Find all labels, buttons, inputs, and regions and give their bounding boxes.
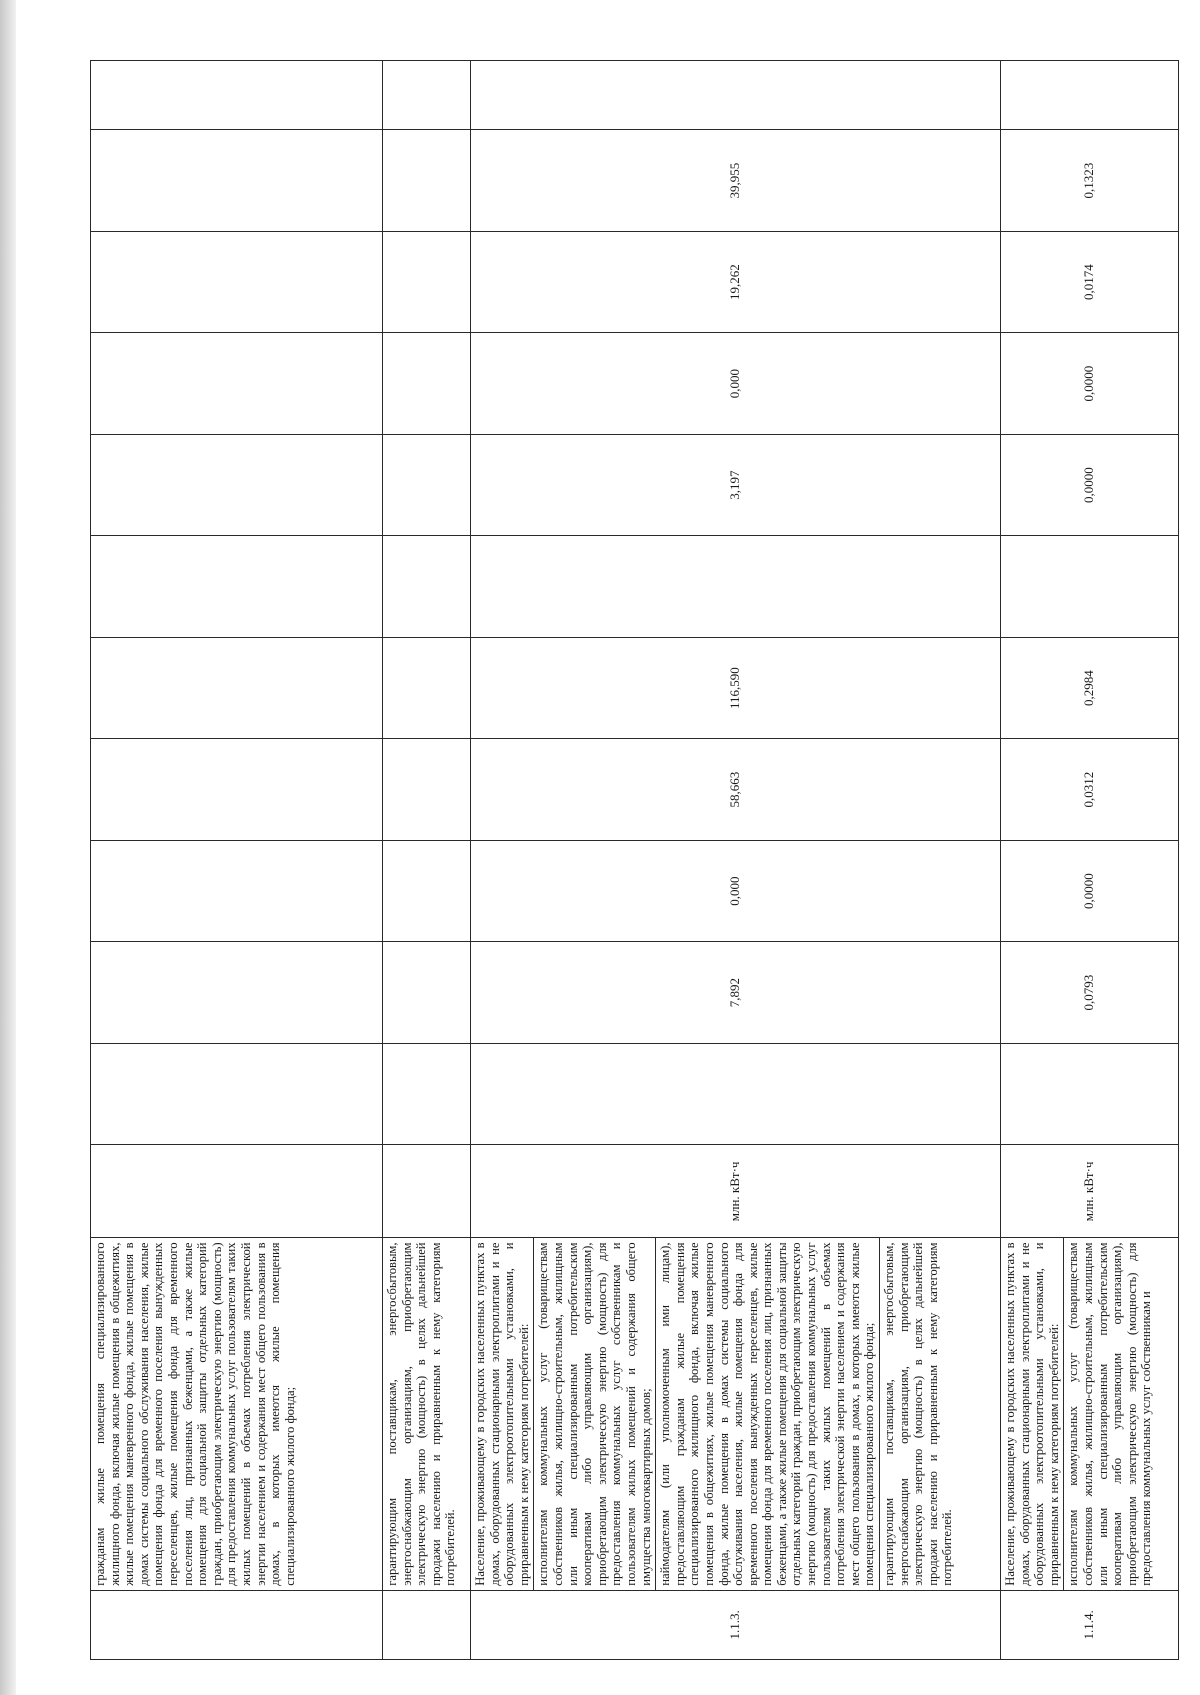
unit-cell: млн. кВт·ч: [471, 1145, 1001, 1238]
value-cell: [91, 637, 383, 739]
table-row: [91, 61, 383, 1660]
value-cell: [91, 434, 383, 536]
value-cell: [383, 739, 471, 841]
row-description-group: [471, 1238, 1001, 1590]
value-cell: 0,1323: [1001, 130, 1179, 232]
rotated-document-page: [90, 60, 1200, 1660]
row-description: исполнителям коммунальных услуг (товариществам собственников жилья, жилищно-строительным, жилищным или иным специализированным потребительским кооперативам либо управляющим организациям), приобретающим электрическую энергию (мощность) для предоставления коммунальных услуг собственникам и: [1066, 1242, 1154, 1586]
value-cell: [383, 130, 471, 232]
row-description: Население, проживающему в городских населенных пунктах в домах, оборудованных стационарными электроплитами и не оборудованных электроотопительными установками, и приравненным к нему категориям потребителей:: [1001, 1238, 1064, 1589]
empty-cell: [91, 61, 383, 130]
value-cell: 39,955: [471, 130, 1001, 232]
value-cell: 0,0312: [1001, 739, 1179, 841]
value-cell: [383, 434, 471, 536]
value-cell: 3,197: [471, 434, 1001, 536]
value-cell: 0,0793: [1001, 942, 1179, 1044]
table-row: [383, 61, 471, 1660]
value-cell: [91, 231, 383, 333]
row-description-group: [1001, 1238, 1179, 1590]
unit-cell: млн. кВт·ч: [1001, 1145, 1179, 1238]
value-cell: 7,892: [471, 942, 1001, 1044]
table-row: [1001, 61, 1179, 1660]
value-cell: [91, 1043, 383, 1145]
value-cell: 0,0174: [1001, 231, 1179, 333]
value-cell: [383, 536, 471, 638]
row-number: 1.1.3.: [471, 1590, 1001, 1659]
value-cell: [91, 130, 383, 232]
value-cell: 0,0000: [1001, 434, 1179, 536]
value-cell: [383, 942, 471, 1044]
row-description: гражданам жилые помещения специализированного жилищного фонда, включая жилые помещения в общежитиях, жилые помещения маневренного фонда, жилые помещения в домах системы социального обслуживания населения, жилые помещения фонда для временного поселения вынужденных переселенцев, жилые помещения фонда для временного поселения лиц, признанных беженцами, а также жилые помещения для социальной защиты отдельных категорий граждан, приобретающим электрическую энергию (мощность) для предоставления коммунальных услуг пользователям таких жилых помещений в объемах потребления электрической энергии населением и содержания мест общего пользования в домах, в которых имеются жилые помещения специализированного жилого фонда;: [91, 1238, 383, 1590]
value-cell: 0,0000: [1001, 333, 1179, 435]
value-cell: [383, 231, 471, 333]
value-cell: [91, 333, 383, 435]
row-description: Население, проживающему в городских населенных пунктах в домах, оборудованных стационарными электроплитами и не оборудованных электроотопительными установками, и приравненным к нему категориям потребителей:: [471, 1238, 534, 1589]
value-cell: 58,663: [471, 739, 1001, 841]
value-cell: [91, 840, 383, 942]
empty-cell: [471, 61, 1001, 130]
unit-cell: [383, 1145, 471, 1238]
value-cell: [383, 1043, 471, 1145]
row-description: исполнителям коммунальных услуг (товариществам собственников жилья, жилищно-строительным, жилищным или иным специализированным потребительским кооперативам либо управляющим организациям), приобретающим электрическую энергию (мощность) для предоставления коммунальных услуг собственникам и пользователям жилых помещений и содержания общего имущества многоквартирных домов;: [534, 1238, 656, 1589]
row-number: [383, 1590, 471, 1659]
value-cell: 116,590: [471, 637, 1001, 739]
value-cell: 0,2984: [1001, 637, 1179, 739]
value-cell: 0,0000: [1001, 840, 1179, 942]
row-description: гарантирующим поставщикам, энергосбытовым, энергоснабжающим организациям, приобретающим электрическую энергию (мощность) в целях дальнейшей продажи населению и приравненным к нему категориям потребителей.: [383, 1238, 471, 1590]
value-cell: [91, 536, 383, 638]
table-row: [471, 61, 1001, 1660]
value-cell: [471, 1043, 1001, 1145]
value-cell: [1001, 1043, 1179, 1145]
unit-cell: [91, 1145, 383, 1238]
empty-cell: [383, 61, 471, 130]
value-cell: [1001, 536, 1179, 638]
value-cell: 19,262: [471, 231, 1001, 333]
tariff-volume-table: [90, 60, 1179, 1660]
empty-cell: [1001, 61, 1179, 130]
value-cell: [383, 333, 471, 435]
value-cell: 0,000: [471, 333, 1001, 435]
value-cell: [91, 942, 383, 1044]
row-number: [91, 1590, 383, 1659]
page-edge-shadow: [0, 0, 16, 1695]
value-cell: [383, 840, 471, 942]
value-cell: [91, 739, 383, 841]
row-description: наймодателям (или уполномоченным ими лицам), предоставляющим гражданам жилые помещения специализированного жилищного фонда, включая жилые помещения в общежитиях, жилые помещения маневренного фонда, жилые помещения в домах системы социального обслуживания населения, жилые помещения фонда для временного поселения вынужденных переселенцев, жилые помещения фонда для временного поселения лиц, признанных беженцами, а также жилые помещения для социальной защиты отдельных категорий граждан, приобретающим электрическую энергию (мощность) для предоставления коммунальных услуг пользователям таких жилых помещений в объемах потребления электрической энергии населением и содержания мест общего пользования в домах, в которых имеются жилые помещения специализированного жилого фонда;: [656, 1238, 880, 1589]
value-cell: [383, 637, 471, 739]
row-number: 1.1.4.: [1001, 1590, 1179, 1659]
row-description: гарантирующим поставщикам, энергосбытовым, энергоснабжающим организациям, приобретающим электрическую энергию (мощность) в целях дальнейшей продажи населению и приравненным к нему категориям потребителей.: [882, 1242, 955, 1586]
value-cell: 0,000: [471, 840, 1001, 942]
value-cell: [471, 536, 1001, 638]
